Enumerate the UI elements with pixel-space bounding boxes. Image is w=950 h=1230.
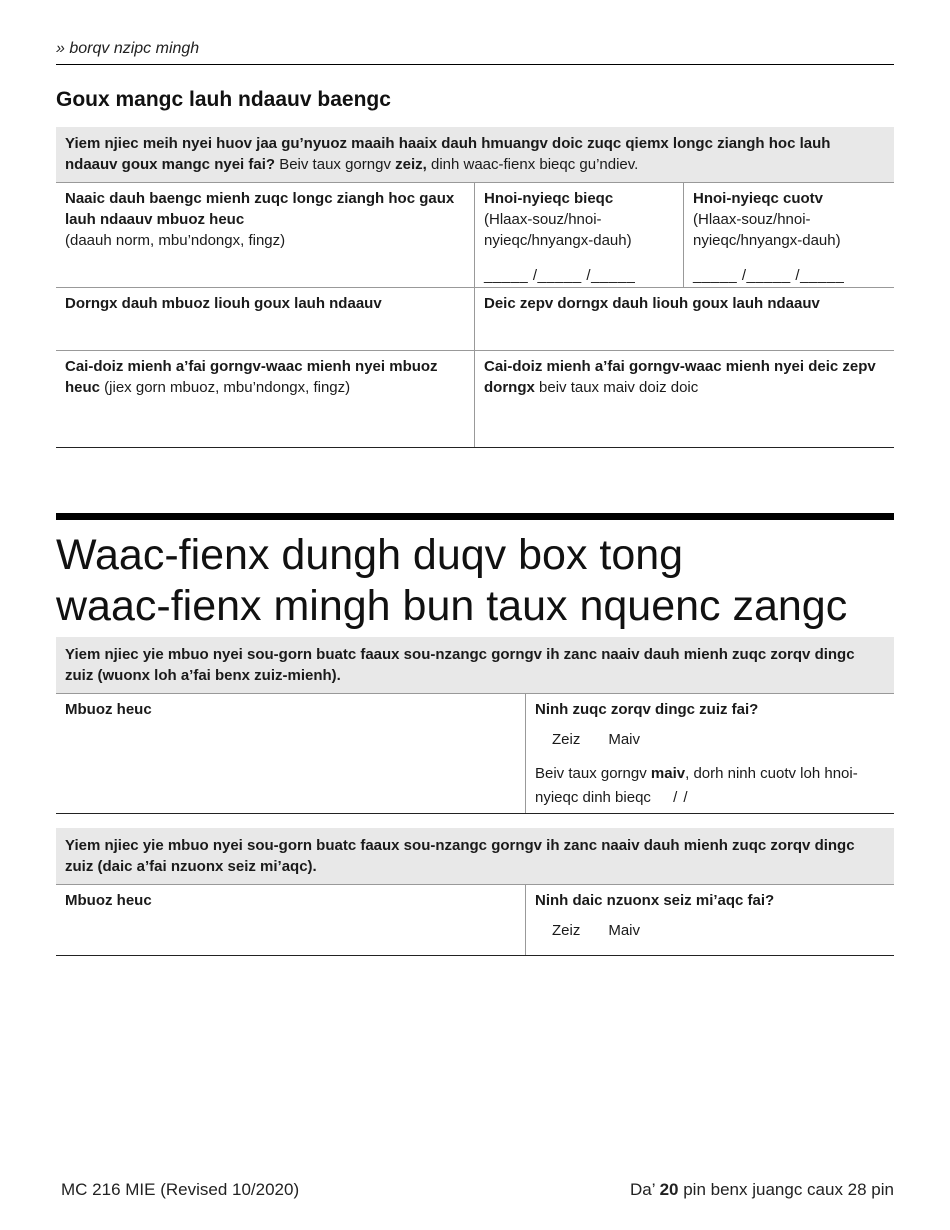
form-id: MC 216 MIE (Revised 10/2020) — [61, 1180, 300, 1199]
end-date-label: Hnoi-nyieqc cuotv — [693, 190, 824, 207]
release-date-input[interactable]: / / — [673, 789, 689, 806]
representative-name-field[interactable] — [56, 351, 475, 447]
deceased-row — [56, 885, 894, 956]
patient-name-hint: (daauh norm, mbu’ndongx, fingz) — [65, 232, 286, 249]
facility-address-label: Deic zepv dorngx dauh liouh goux lauh ndaauv — [484, 295, 820, 312]
section1-title: Goux mangc lauh ndaauv baengc — [56, 88, 391, 111]
incarceration-options — [535, 729, 885, 750]
section1-intro-yes: zeiz, — [395, 156, 427, 173]
representative-address-label: Cai-doiz mienh a’fai gorngv-waac mienh nyei deic zepv dorngx — [484, 358, 876, 396]
representative-name-hint: (jiex gorn mbuoz, mbu’ndongx, fingz) — [100, 379, 351, 396]
section2-heading-line1: Waac-fienx dungh duqv box tong — [56, 531, 684, 579]
release-note-bold: maiv — [650, 765, 686, 782]
incarceration-name-label: Mbuoz heuc — [65, 701, 152, 718]
representative-name-label: Cai-doiz mienh a’fai gorngv-waac mienh nyei — [65, 358, 386, 375]
release-date-note — [535, 762, 885, 810]
release-note-text1: Beiv taux gorngv — [535, 765, 651, 782]
incarceration-intro: Yiem njiec yie mbuo nyei sou-gorn buatc faaux sou-nzangc gorngv ih zanc naaiv dauh mienh zuqc zorqv dingc zuiz (wuonx loh a’fai benx zuiz-mienh). — [56, 637, 894, 694]
section1-intro — [56, 127, 894, 183]
incarceration-name-field[interactable] — [56, 694, 526, 813]
page-prefix: Da’ — [629, 1180, 660, 1199]
page-current: 20 — [659, 1180, 679, 1199]
incarceration-row — [56, 694, 894, 814]
incarceration-question: Ninh zuqc zorqv dingc zuiz fai? — [535, 701, 759, 718]
start-date-hint: (Hlaax-souz/hnoi-nyieqc/hnyangx-dauh) — [484, 211, 632, 249]
deceased-question-cell — [526, 885, 894, 955]
patient-name-field[interactable] — [56, 183, 475, 287]
page-number — [630, 1180, 894, 1200]
representative-name-label2: mbuoz heuc — [65, 358, 438, 396]
section1-row-place — [56, 288, 894, 351]
deceased-question: Ninh daic nzuonx seiz mi’aqc fai? — [535, 892, 775, 909]
deceased-no-option[interactable]: Maiv — [608, 922, 641, 939]
section2-heading-line2: waac-fienx mingh bun taux nquenc zangc — [56, 582, 848, 630]
start-date-blank: _____ /_____ /_____ — [484, 267, 636, 284]
end-date-field[interactable] — [684, 183, 894, 287]
end-date-hint: (Hlaax-souz/hnoi-nyieqc/hnyangx-dauh) — [693, 211, 841, 249]
representative-address-field[interactable] — [475, 351, 894, 447]
section1-intro-text1: Beiv taux gorngv — [275, 156, 396, 173]
section-divider-thick — [56, 513, 894, 520]
incarceration-block — [56, 637, 894, 814]
start-date-label: Hnoi-nyieqc bieqc — [484, 190, 614, 207]
start-date-field[interactable] — [475, 183, 684, 287]
section1-row-name-dates — [56, 183, 894, 288]
representative-address-hint: beiv taux maiv doiz doic — [534, 379, 699, 396]
deceased-yes-option[interactable]: Zeiz — [552, 922, 581, 939]
end-date-blank: _____ /_____ /_____ — [693, 267, 845, 284]
incarceration-no-option[interactable]: Maiv — [608, 731, 641, 748]
facility-name-label: Dorngx dauh mbuoz liouh goux lauh ndaauv — [65, 295, 382, 312]
facility-name-field[interactable] — [56, 288, 475, 350]
section2-heading — [56, 530, 847, 632]
section1-intro-text2: dinh waac-fienx bieqc gu’ndiev. — [426, 156, 639, 173]
page-suffix: pin benx juangc caux 28 pin — [678, 1180, 894, 1199]
section1-table — [56, 127, 894, 448]
deceased-options — [535, 920, 885, 941]
section1-intro-question: Yiem njiec meih nyei huov jaa gu’nyuoz maaih haaix dauh hmuangv doic zuqc qiemx longc ziangh hoc lauh ndaauv goux mangc nyei fai? — [65, 135, 831, 173]
patient-name-label: Naaic dauh baengc mienh zuqc longc ziangh hoc gaux lauh ndaauv mbuoz heuc — [65, 190, 455, 228]
section1-row-representative — [56, 351, 894, 448]
breadcrumb[interactable]: » borqv nzipc mingh — [56, 40, 200, 57]
deceased-intro: Yiem njiec yie mbuo nyei sou-gorn buatc faaux sou-nzangc gorngv ih zanc naaiv dauh mienh zuqc zorqv dingc zuiz (daic a’fai nzuonx seiz mi’aqc). — [56, 828, 894, 885]
facility-address-field[interactable] — [475, 288, 894, 350]
deceased-block — [56, 828, 894, 956]
incarceration-question-cell — [526, 694, 894, 813]
deceased-name-label: Mbuoz heuc — [65, 892, 152, 909]
header-divider — [56, 64, 894, 65]
deceased-name-field[interactable] — [56, 885, 526, 955]
release-note-text2: , dorh ninh cuotv loh hnoi-nyieqc dinh bieqc — [535, 765, 858, 806]
incarceration-yes-option[interactable]: Zeiz — [552, 731, 581, 748]
